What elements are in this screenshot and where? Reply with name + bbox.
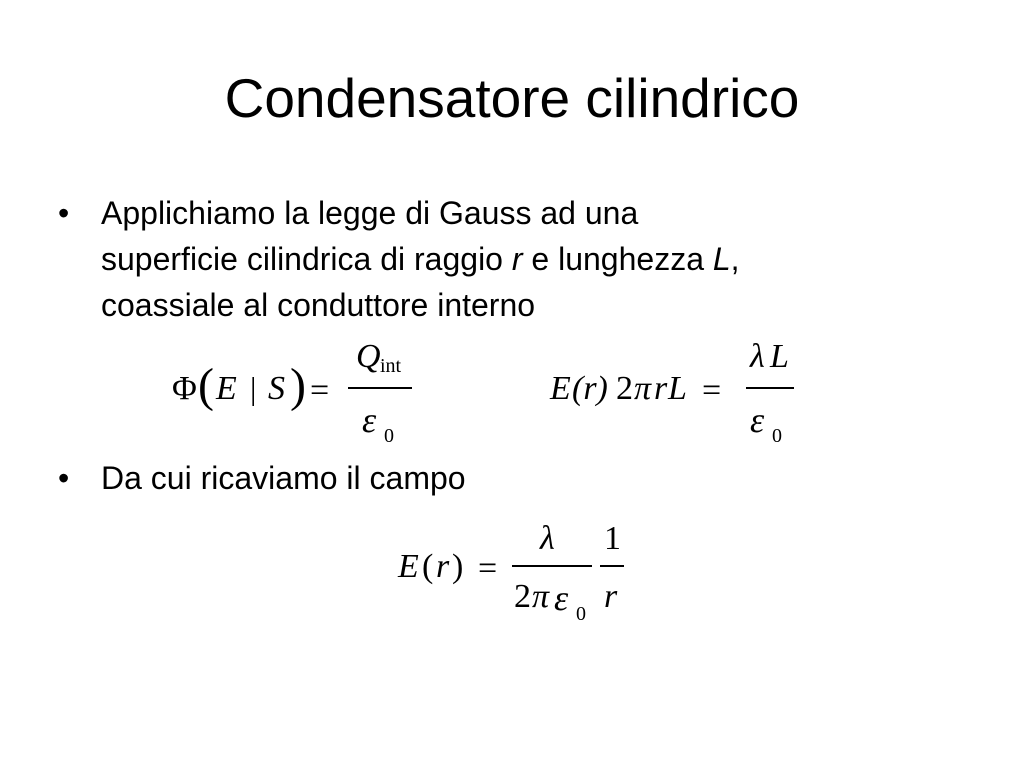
bullet-text [101,190,931,328]
var-r: r [511,241,523,277]
equation-electric-field [398,520,638,630]
eq-equals: = [478,550,498,587]
fraction-bar [600,565,624,567]
eq-L: L [668,370,687,407]
eq-epsilon-subscript: 0 [384,425,394,447]
eq-E: E [216,370,237,407]
eq-one: 1 [604,520,621,557]
eq-rparen: ) [290,359,306,412]
eq-epsilon-subscript: 0 [576,603,586,625]
eq-two: 2 [616,370,633,407]
fraction-bar [348,387,412,389]
eq-pi: π [532,578,550,615]
eq-equals: = [702,372,722,409]
equation-gauss-law [172,340,432,450]
slide-title: Condensatore cilindrico [224,67,800,129]
fraction-bar [512,565,592,567]
bullet-marker: • [58,460,70,496]
eq-open-paren: ( [422,548,434,585]
eq-two: 2 [514,578,531,615]
eq-lambda: λ [540,520,555,557]
eq-r: r [436,548,450,585]
eq-epsilon: ε [362,400,377,440]
eq-L-numerator: L [770,338,789,375]
bullet-line: coassiale al conduttore interno [101,287,536,323]
eq-E: E [550,370,571,407]
bullet-text: Da cui ricaviamo il campo [101,460,466,496]
eq-pi: π [634,370,652,407]
var-L: L [712,241,731,277]
eq-lambda: λ [750,338,765,375]
eq-arg: (r) [572,370,608,407]
bullet-line: superficie cilindrica di raggio r e lunghezza L, [101,241,740,277]
eq-E: E [398,548,419,585]
eq-phi: Φ [172,370,197,407]
eq-lparen: ( [198,359,214,412]
eq-bar: | [250,370,257,406]
eq-r-denominator: r [604,578,618,615]
eq-r: r [654,370,668,407]
eq-epsilon: ε [554,578,569,618]
bullet-line: Applichiamo la legge di Gauss ad una [101,195,639,231]
eq-S: S [268,370,285,407]
eq-epsilon: ε [750,400,765,440]
fraction-bar [746,387,794,389]
bullet-marker: • [58,195,70,231]
eq-Q: Q [356,338,381,375]
eq-epsilon-subscript: 0 [772,425,782,447]
eq-close-paren: ) [452,548,464,585]
eq-equals: = [310,372,330,409]
equation-flux-evaluation [550,340,800,450]
eq-Q-subscript: int [380,355,402,377]
